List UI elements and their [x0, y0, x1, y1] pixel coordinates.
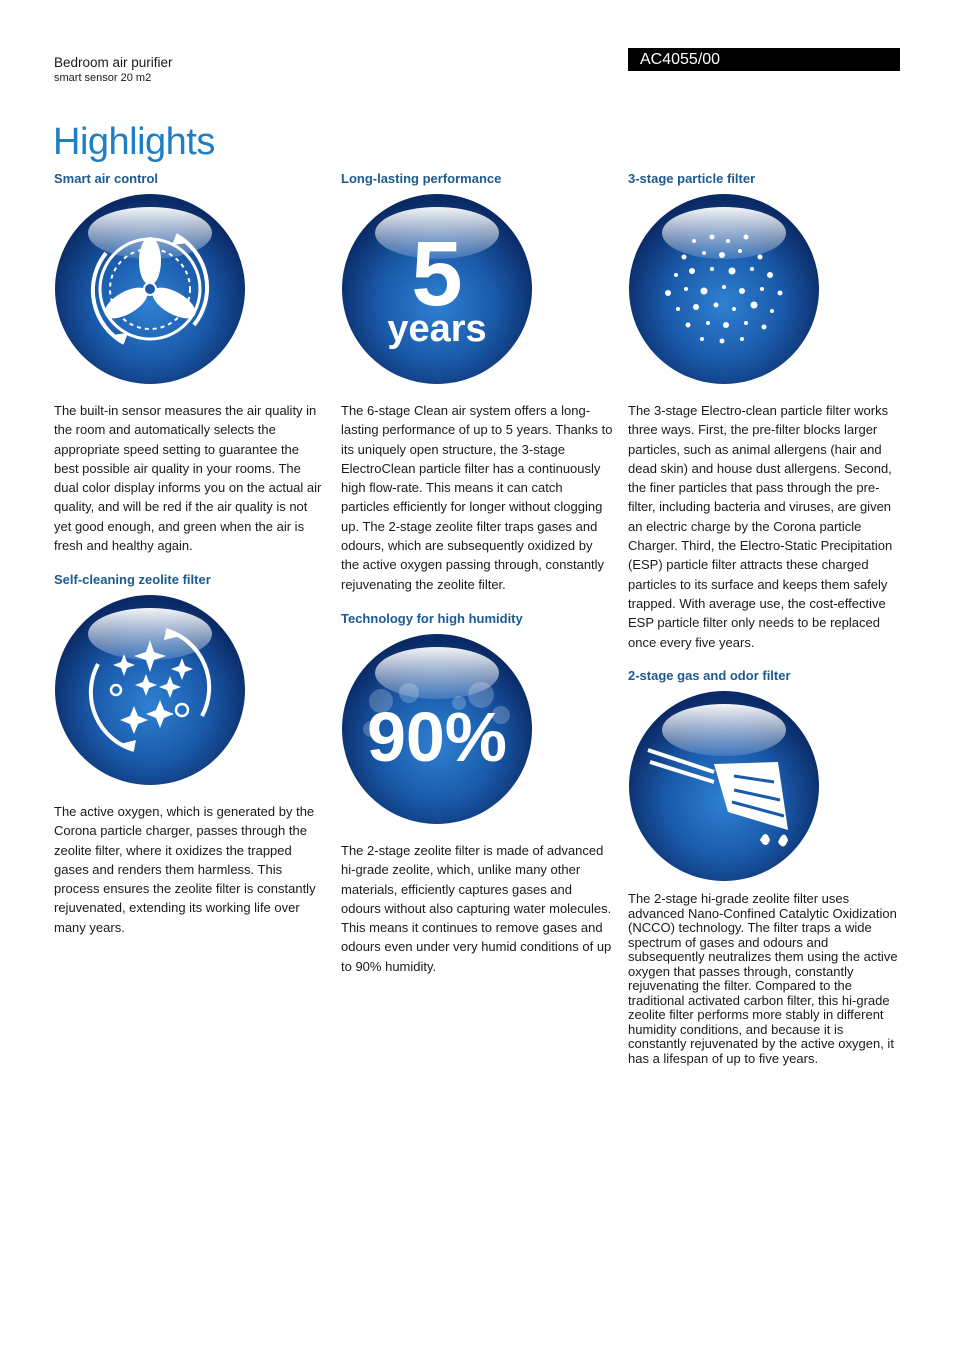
section-heading: Long-lasting performance	[341, 171, 502, 186]
section-heading: Self-cleaning zeolite filter	[54, 572, 211, 587]
brush-icon	[628, 690, 820, 882]
model-badge: AC4055/00	[628, 48, 900, 71]
icon-percent: 90%	[366, 698, 508, 776]
humidity-90-icon	[341, 633, 533, 825]
section-heading: 2-stage gas and odor filter	[628, 668, 791, 683]
section-body: The 3-stage Electro-clean particle filter works three ways. First, the pre-filter blocks larger particles, such as animal allergens (hair and dead skin) and house dust allergens. Second, the finer particles that pass through the pre-filter, including bacteria and viruses, are given an electric charge by the Corona particle Charger. Third, the Electro-Static Precipitation (ESP) particle filter attracts these charged particles to its surface and keeps them safely trapped. With average use, the cost-effective ESP particle filter only needs to be replaced once every five years.	[628, 403, 893, 650]
section-smart-air-control	[54, 170, 326, 555]
section-long-lasting-performance	[341, 170, 613, 594]
five-years-icon	[341, 193, 533, 385]
page-title: Highlights	[53, 121, 215, 164]
section-heading: Technology for high humidity	[341, 611, 523, 626]
section-body: The 2-stage zeolite filter is made of advanced hi-grade zeolite, which, unlike many other materials, efficiently captures gases and odours without also capturing water molecules. This means it continues to remove gases and odours even under very humid conditions of up to 90% humidity.	[341, 843, 612, 974]
section-body: The 6-stage Clean air system offers a long-lasting performance of up to 5 years. Thanks to its uniquely open structure, the 3-stage ElectroClean particle filter has a continuously high flow-rate. This means it can catch particles efficiently for longer without clogging up. The 2-stage zeolite filter traps gases and odours, which are subsequently oxidized by the active oxygen passing through, constantly rejuvenating the zeolite filter.	[341, 403, 613, 592]
section-body: The 2-stage hi-grade zeolite filter uses advanced Nano-Confined Catalytic Oxidization (NCCO) technology. The filter traps a wide spectrum of gases and odours and subsequently neutralizes them using the active oxygen that passes through, constantly rejuvenating the filter. Compared to the traditional activated carbon filter, this hi-grade zeolite filter performs more stably in different humidity conditions, and because it is constantly rejuvenated by the active oxygen, it has a lifespan of up to five years.	[628, 891, 898, 1066]
sparkle-cycle-icon	[54, 594, 246, 786]
section-3-stage-particle-filter	[628, 170, 900, 652]
section-body: The active oxygen, which is generated by the Corona particle charger, passes through the zeolite filter, where it oxidizes the trapped gases and renders them harmless. This process ensures the zeolite filter is constantly rejuvenated, extending its working life over many years.	[54, 804, 316, 935]
product-subtitle: smart sensor 20 m2	[54, 72, 152, 84]
product-name: Bedroom air purifier	[54, 55, 173, 70]
section-heading: 3-stage particle filter	[628, 171, 756, 186]
icon-word: years	[387, 308, 487, 350]
section-body: The built-in sensor measures the air quality in the room and automatically selects the appropriate speed setting to guarantee the best possible air quality in your rooms. The dual color display informs you on the actual air quality, and will be red if the air quality is not yet good enough, and green when the air is fresh and healthy again.	[54, 403, 322, 554]
fan-cycle-icon	[54, 193, 246, 385]
particles-icon	[628, 193, 820, 385]
section-self-cleaning-zeolite-filter	[54, 571, 326, 937]
section-heading: Smart air control	[54, 171, 159, 186]
icon-number: 5	[411, 223, 463, 325]
section-2-stage-gas-and-odor-filter	[628, 667, 900, 1066]
section-technology-for-high-humidity	[341, 610, 613, 976]
